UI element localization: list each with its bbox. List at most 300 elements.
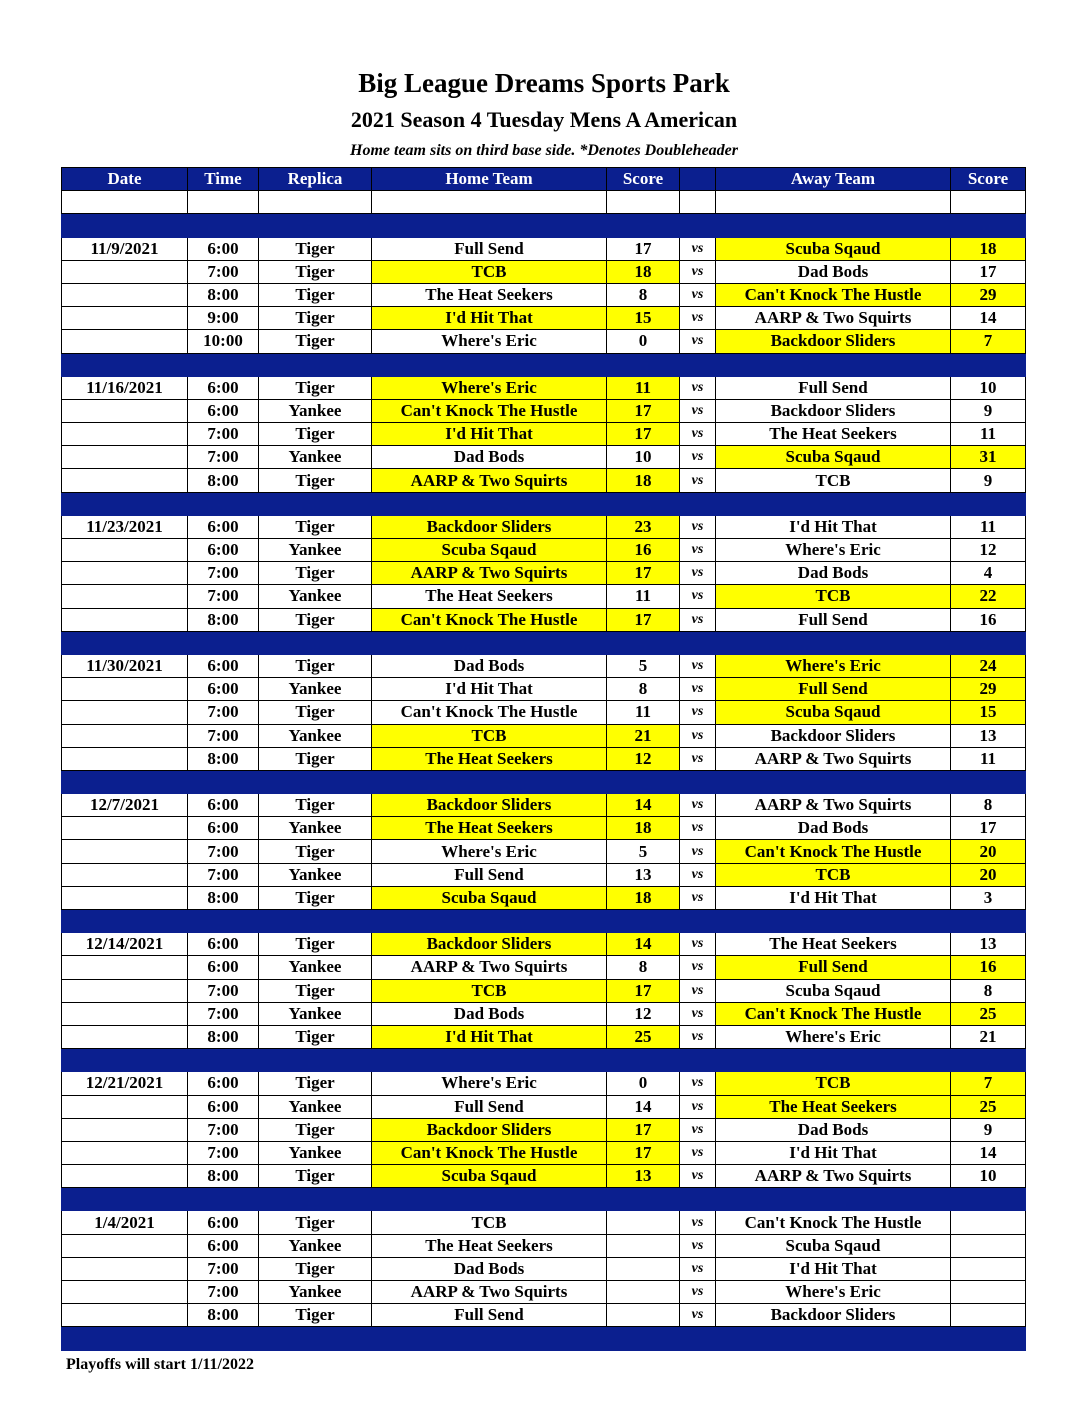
- empty-cell: [607, 910, 680, 933]
- date-cell: [62, 283, 188, 306]
- game-row: [62, 307, 1026, 330]
- empty-cell: [680, 910, 716, 933]
- empty-cell: [259, 1049, 372, 1072]
- game-row: [62, 539, 1026, 562]
- date-cell: [62, 539, 188, 562]
- schedule-body: [62, 191, 1026, 1350]
- field-cell: Yankee: [259, 1141, 372, 1164]
- empty-cell: [607, 1049, 680, 1072]
- away-team-cell: TCB: [716, 1072, 951, 1095]
- field-cell: Yankee: [259, 956, 372, 979]
- empty-cell: [259, 492, 372, 515]
- away-team-cell: AARP & Two Squirts: [716, 307, 951, 330]
- empty-cell: [62, 1327, 188, 1350]
- away-team-cell: AARP & Two Squirts: [716, 794, 951, 817]
- time-cell: 9:00: [188, 307, 259, 330]
- home-score-cell: 8: [607, 678, 680, 701]
- empty-cell: [62, 191, 188, 214]
- game-row: [62, 1211, 1026, 1234]
- empty-cell: [188, 214, 259, 237]
- away-team-cell: Full Send: [716, 678, 951, 701]
- game-row: [62, 1002, 1026, 1025]
- home-score-cell: 8: [607, 956, 680, 979]
- empty-cell: [372, 770, 607, 793]
- game-row: [62, 933, 1026, 956]
- away-score-cell: 14: [951, 1141, 1026, 1164]
- empty-cell: [716, 770, 951, 793]
- away-team-cell: The Heat Seekers: [716, 423, 951, 446]
- vs-label: vs: [680, 1025, 716, 1048]
- away-score-cell: 4: [951, 562, 1026, 585]
- field-cell: Yankee: [259, 1281, 372, 1304]
- time-cell: 6:00: [188, 399, 259, 422]
- empty-cell: [372, 492, 607, 515]
- field-cell: Tiger: [259, 307, 372, 330]
- empty-cell: [259, 910, 372, 933]
- home-score-cell: 13: [607, 1165, 680, 1188]
- week-separator-band: [62, 1327, 1026, 1350]
- away-score-cell: 8: [951, 794, 1026, 817]
- away-score-cell: [951, 1281, 1026, 1304]
- away-score-cell: 12: [951, 539, 1026, 562]
- time-cell: 6:00: [188, 515, 259, 538]
- game-row: [62, 423, 1026, 446]
- home-team-cell: Scuba Sqaud: [372, 539, 607, 562]
- empty-cell: [716, 191, 951, 214]
- game-row: [62, 260, 1026, 283]
- game-row: [62, 1118, 1026, 1141]
- time-cell: 6:00: [188, 376, 259, 399]
- home-score-cell: 0: [607, 330, 680, 353]
- date-cell: [62, 956, 188, 979]
- home-team-cell: Full Send: [372, 1304, 607, 1327]
- home-score-cell: 0: [607, 1072, 680, 1095]
- col-header-replica: Replica: [259, 168, 372, 191]
- away-score-cell: 18: [951, 237, 1026, 260]
- away-score-cell: 8: [951, 979, 1026, 1002]
- away-score-cell: 14: [951, 307, 1026, 330]
- game-row: [62, 886, 1026, 909]
- empty-cell: [259, 353, 372, 376]
- game-row: [62, 562, 1026, 585]
- empty-cell: [607, 191, 680, 214]
- vs-label: vs: [680, 237, 716, 260]
- vs-label: vs: [680, 1281, 716, 1304]
- field-cell: Tiger: [259, 933, 372, 956]
- field-cell: Tiger: [259, 886, 372, 909]
- game-row: [62, 608, 1026, 631]
- home-team-cell: Dad Bods: [372, 654, 607, 677]
- field-cell: Yankee: [259, 585, 372, 608]
- field-cell: Tiger: [259, 562, 372, 585]
- vs-label: vs: [680, 933, 716, 956]
- away-team-cell: Where's Eric: [716, 1281, 951, 1304]
- date-cell: [62, 1281, 188, 1304]
- away-score-cell: 16: [951, 956, 1026, 979]
- away-team-cell: I'd Hit That: [716, 515, 951, 538]
- date-cell: [62, 399, 188, 422]
- game-row: [62, 724, 1026, 747]
- empty-cell: [62, 770, 188, 793]
- game-row: [62, 1165, 1026, 1188]
- home-score-cell: 13: [607, 863, 680, 886]
- home-team-cell: Dad Bods: [372, 1002, 607, 1025]
- date-cell: [62, 1095, 188, 1118]
- vs-label: vs: [680, 1072, 716, 1095]
- time-cell: 7:00: [188, 1141, 259, 1164]
- vs-label: vs: [680, 979, 716, 1002]
- home-score-cell: 17: [607, 979, 680, 1002]
- home-team-cell: Where's Eric: [372, 330, 607, 353]
- field-cell: Tiger: [259, 237, 372, 260]
- field-cell: Tiger: [259, 1072, 372, 1095]
- time-cell: 7:00: [188, 863, 259, 886]
- time-cell: 8:00: [188, 608, 259, 631]
- time-cell: 6:00: [188, 539, 259, 562]
- time-cell: 6:00: [188, 1234, 259, 1257]
- home-score-cell: 18: [607, 817, 680, 840]
- date-cell: [62, 260, 188, 283]
- field-cell: Yankee: [259, 539, 372, 562]
- date-cell: [62, 1141, 188, 1164]
- time-cell: 6:00: [188, 237, 259, 260]
- home-score-cell: 17: [607, 1141, 680, 1164]
- field-cell: Tiger: [259, 794, 372, 817]
- home-score-cell: [607, 1281, 680, 1304]
- home-team-cell: AARP & Two Squirts: [372, 956, 607, 979]
- empty-cell: [951, 1188, 1026, 1211]
- field-cell: Yankee: [259, 399, 372, 422]
- home-team-cell: TCB: [372, 979, 607, 1002]
- empty-cell: [607, 214, 680, 237]
- away-score-cell: 25: [951, 1095, 1026, 1118]
- time-cell: 10:00: [188, 330, 259, 353]
- home-team-cell: Where's Eric: [372, 840, 607, 863]
- empty-cell: [188, 191, 259, 214]
- game-row: [62, 1072, 1026, 1095]
- vs-label: vs: [680, 376, 716, 399]
- vs-label: vs: [680, 886, 716, 909]
- home-score-cell: [607, 1234, 680, 1257]
- empty-cell: [680, 214, 716, 237]
- away-score-cell: 31: [951, 446, 1026, 469]
- empty-cell: [951, 910, 1026, 933]
- away-team-cell: Scuba Sqaud: [716, 979, 951, 1002]
- vs-label: vs: [680, 1002, 716, 1025]
- home-team-cell: TCB: [372, 1211, 607, 1234]
- away-team-cell: Dad Bods: [716, 1118, 951, 1141]
- date-cell: [62, 886, 188, 909]
- away-team-cell: Backdoor Sliders: [716, 330, 951, 353]
- home-score-cell: 21: [607, 724, 680, 747]
- away-team-cell: Scuba Sqaud: [716, 446, 951, 469]
- vs-label: vs: [680, 330, 716, 353]
- page-title: Big League Dreams Sports Park: [358, 68, 730, 98]
- time-cell: 7:00: [188, 724, 259, 747]
- home-score-cell: 10: [607, 446, 680, 469]
- away-team-cell: Can't Knock The Hustle: [716, 283, 951, 306]
- time-cell: 7:00: [188, 446, 259, 469]
- away-score-cell: 9: [951, 1118, 1026, 1141]
- week-separator-band: [62, 492, 1026, 515]
- empty-cell: [259, 770, 372, 793]
- empty-cell: [188, 353, 259, 376]
- field-cell: Tiger: [259, 701, 372, 724]
- time-cell: 6:00: [188, 817, 259, 840]
- home-score-cell: 17: [607, 562, 680, 585]
- game-row: [62, 1025, 1026, 1048]
- vs-label: vs: [680, 539, 716, 562]
- time-cell: 8:00: [188, 886, 259, 909]
- away-score-cell: 7: [951, 1072, 1026, 1095]
- empty-cell: [62, 910, 188, 933]
- game-row: [62, 654, 1026, 677]
- vs-label: vs: [680, 724, 716, 747]
- empty-cell: [607, 353, 680, 376]
- home-team-cell: Full Send: [372, 237, 607, 260]
- empty-cell: [680, 1049, 716, 1072]
- home-score-cell: 17: [607, 608, 680, 631]
- vs-label: vs: [680, 840, 716, 863]
- col-header-time: Time: [188, 168, 259, 191]
- field-cell: Tiger: [259, 469, 372, 492]
- empty-cell: [62, 631, 188, 654]
- away-team-cell: Dad Bods: [716, 260, 951, 283]
- away-score-cell: [951, 1211, 1026, 1234]
- home-score-cell: 18: [607, 260, 680, 283]
- date-cell: [62, 446, 188, 469]
- away-team-cell: Dad Bods: [716, 562, 951, 585]
- field-cell: Tiger: [259, 1118, 372, 1141]
- game-row: [62, 979, 1026, 1002]
- away-score-cell: 11: [951, 515, 1026, 538]
- time-cell: 8:00: [188, 469, 259, 492]
- away-score-cell: 15: [951, 701, 1026, 724]
- vs-label: vs: [680, 1141, 716, 1164]
- empty-cell: [188, 1327, 259, 1350]
- vs-label: vs: [680, 446, 716, 469]
- home-score-cell: 18: [607, 469, 680, 492]
- vs-label: vs: [680, 1118, 716, 1141]
- field-cell: Tiger: [259, 260, 372, 283]
- away-team-cell: The Heat Seekers: [716, 933, 951, 956]
- away-score-cell: 10: [951, 1165, 1026, 1188]
- empty-cell: [188, 1188, 259, 1211]
- empty-cell: [259, 214, 372, 237]
- empty-cell: [62, 353, 188, 376]
- field-cell: Tiger: [259, 840, 372, 863]
- date-cell: [62, 701, 188, 724]
- home-team-cell: Backdoor Sliders: [372, 515, 607, 538]
- date-cell: 11/23/2021: [62, 515, 188, 538]
- vs-label: vs: [680, 1211, 716, 1234]
- away-team-cell: Full Send: [716, 376, 951, 399]
- field-cell: Tiger: [259, 654, 372, 677]
- field-cell: Yankee: [259, 1095, 372, 1118]
- date-cell: [62, 1165, 188, 1188]
- time-cell: 6:00: [188, 956, 259, 979]
- empty-cell: [62, 492, 188, 515]
- vs-label: vs: [680, 515, 716, 538]
- home-score-cell: 5: [607, 840, 680, 863]
- time-cell: 7:00: [188, 1118, 259, 1141]
- empty-cell: [607, 1327, 680, 1350]
- field-cell: Tiger: [259, 283, 372, 306]
- empty-cell: [716, 1049, 951, 1072]
- date-cell: [62, 1118, 188, 1141]
- away-score-cell: 9: [951, 399, 1026, 422]
- week-separator-band: [62, 1188, 1026, 1211]
- home-team-cell: Backdoor Sliders: [372, 933, 607, 956]
- week-separator-band: [62, 1049, 1026, 1072]
- game-row: [62, 1281, 1026, 1304]
- date-cell: [62, 562, 188, 585]
- home-team-cell: I'd Hit That: [372, 1025, 607, 1048]
- away-score-cell: 29: [951, 678, 1026, 701]
- col-header-vs: [680, 168, 716, 191]
- home-score-cell: 17: [607, 423, 680, 446]
- field-cell: Tiger: [259, 1304, 372, 1327]
- home-score-cell: 14: [607, 1095, 680, 1118]
- home-team-cell: AARP & Two Squirts: [372, 562, 607, 585]
- time-cell: 6:00: [188, 1095, 259, 1118]
- field-cell: Yankee: [259, 1234, 372, 1257]
- away-team-cell: Where's Eric: [716, 1025, 951, 1048]
- col-header-date: Date: [62, 168, 188, 191]
- away-score-cell: 17: [951, 817, 1026, 840]
- col-header-away-score: Score: [951, 168, 1026, 191]
- away-score-cell: 11: [951, 747, 1026, 770]
- away-score-cell: 20: [951, 840, 1026, 863]
- away-score-cell: 20: [951, 863, 1026, 886]
- away-team-cell: Scuba Sqaud: [716, 701, 951, 724]
- date-cell: [62, 1025, 188, 1048]
- empty-cell: [372, 1049, 607, 1072]
- home-score-cell: 17: [607, 1118, 680, 1141]
- away-team-cell: TCB: [716, 469, 951, 492]
- empty-cell: [951, 214, 1026, 237]
- empty-cell: [259, 1327, 372, 1350]
- empty-cell: [680, 353, 716, 376]
- game-row: [62, 956, 1026, 979]
- home-team-cell: Where's Eric: [372, 1072, 607, 1095]
- vs-label: vs: [680, 399, 716, 422]
- empty-cell: [951, 631, 1026, 654]
- vs-label: vs: [680, 817, 716, 840]
- home-score-cell: 12: [607, 1002, 680, 1025]
- empty-cell: [716, 492, 951, 515]
- field-cell: Yankee: [259, 1002, 372, 1025]
- page-subtitle: 2021 Season 4 Tuesday Mens A American: [350, 107, 738, 132]
- home-score-cell: 17: [607, 399, 680, 422]
- game-row: [62, 283, 1026, 306]
- date-cell: [62, 840, 188, 863]
- home-team-cell: Can't Knock The Hustle: [372, 608, 607, 631]
- time-cell: 8:00: [188, 747, 259, 770]
- time-cell: 8:00: [188, 1165, 259, 1188]
- empty-cell: [716, 1327, 951, 1350]
- field-cell: Tiger: [259, 376, 372, 399]
- home-team-cell: Dad Bods: [372, 1257, 607, 1280]
- date-cell: [62, 608, 188, 631]
- col-header-home-team: Home Team: [372, 168, 607, 191]
- week-separator-band: [62, 910, 1026, 933]
- empty-cell: [680, 631, 716, 654]
- game-row: [62, 446, 1026, 469]
- home-team-cell: The Heat Seekers: [372, 1234, 607, 1257]
- date-cell: [62, 1234, 188, 1257]
- home-score-cell: [607, 1211, 680, 1234]
- home-team-cell: Where's Eric: [372, 376, 607, 399]
- date-cell: 11/9/2021: [62, 237, 188, 260]
- time-cell: 7:00: [188, 1257, 259, 1280]
- home-team-cell: The Heat Seekers: [372, 747, 607, 770]
- home-team-cell: Scuba Sqaud: [372, 1165, 607, 1188]
- home-team-cell: I'd Hit That: [372, 678, 607, 701]
- week-separator-band: [62, 353, 1026, 376]
- away-score-cell: 16: [951, 608, 1026, 631]
- date-cell: 12/7/2021: [62, 794, 188, 817]
- game-row: [62, 237, 1026, 260]
- time-cell: 6:00: [188, 654, 259, 677]
- vs-label: vs: [680, 307, 716, 330]
- time-cell: 8:00: [188, 1304, 259, 1327]
- empty-cell: [372, 910, 607, 933]
- field-cell: Yankee: [259, 678, 372, 701]
- away-team-cell: Can't Knock The Hustle: [716, 1002, 951, 1025]
- footer-note: Playoffs will start 1/11/2022: [66, 1356, 254, 1373]
- game-row: [62, 1141, 1026, 1164]
- game-row: [62, 330, 1026, 353]
- home-score-cell: 23: [607, 515, 680, 538]
- home-team-cell: The Heat Seekers: [372, 817, 607, 840]
- field-cell: Yankee: [259, 446, 372, 469]
- vs-label: vs: [680, 562, 716, 585]
- home-score-cell: 25: [607, 1025, 680, 1048]
- empty-cell: [372, 191, 607, 214]
- week-separator-band: [62, 631, 1026, 654]
- time-cell: 7:00: [188, 260, 259, 283]
- home-team-cell: Full Send: [372, 1095, 607, 1118]
- empty-cell: [680, 1327, 716, 1350]
- empty-cell: [188, 631, 259, 654]
- col-header-away-team: Away Team: [716, 168, 951, 191]
- date-cell: [62, 307, 188, 330]
- empty-cell: [951, 492, 1026, 515]
- away-score-cell: 9: [951, 469, 1026, 492]
- date-cell: [62, 979, 188, 1002]
- field-cell: Tiger: [259, 979, 372, 1002]
- home-score-cell: 14: [607, 794, 680, 817]
- vs-label: vs: [680, 1095, 716, 1118]
- field-cell: Yankee: [259, 817, 372, 840]
- away-score-cell: 21: [951, 1025, 1026, 1048]
- away-team-cell: I'd Hit That: [716, 1141, 951, 1164]
- game-row: [62, 515, 1026, 538]
- away-score-cell: 22: [951, 585, 1026, 608]
- time-cell: 8:00: [188, 1025, 259, 1048]
- vs-label: vs: [680, 1304, 716, 1327]
- header-row: [62, 168, 1026, 191]
- date-cell: [62, 724, 188, 747]
- date-cell: [62, 469, 188, 492]
- empty-cell: [372, 214, 607, 237]
- away-team-cell: TCB: [716, 863, 951, 886]
- away-score-cell: 13: [951, 933, 1026, 956]
- home-team-cell: The Heat Seekers: [372, 283, 607, 306]
- home-team-cell: Full Send: [372, 863, 607, 886]
- empty-cell: [188, 492, 259, 515]
